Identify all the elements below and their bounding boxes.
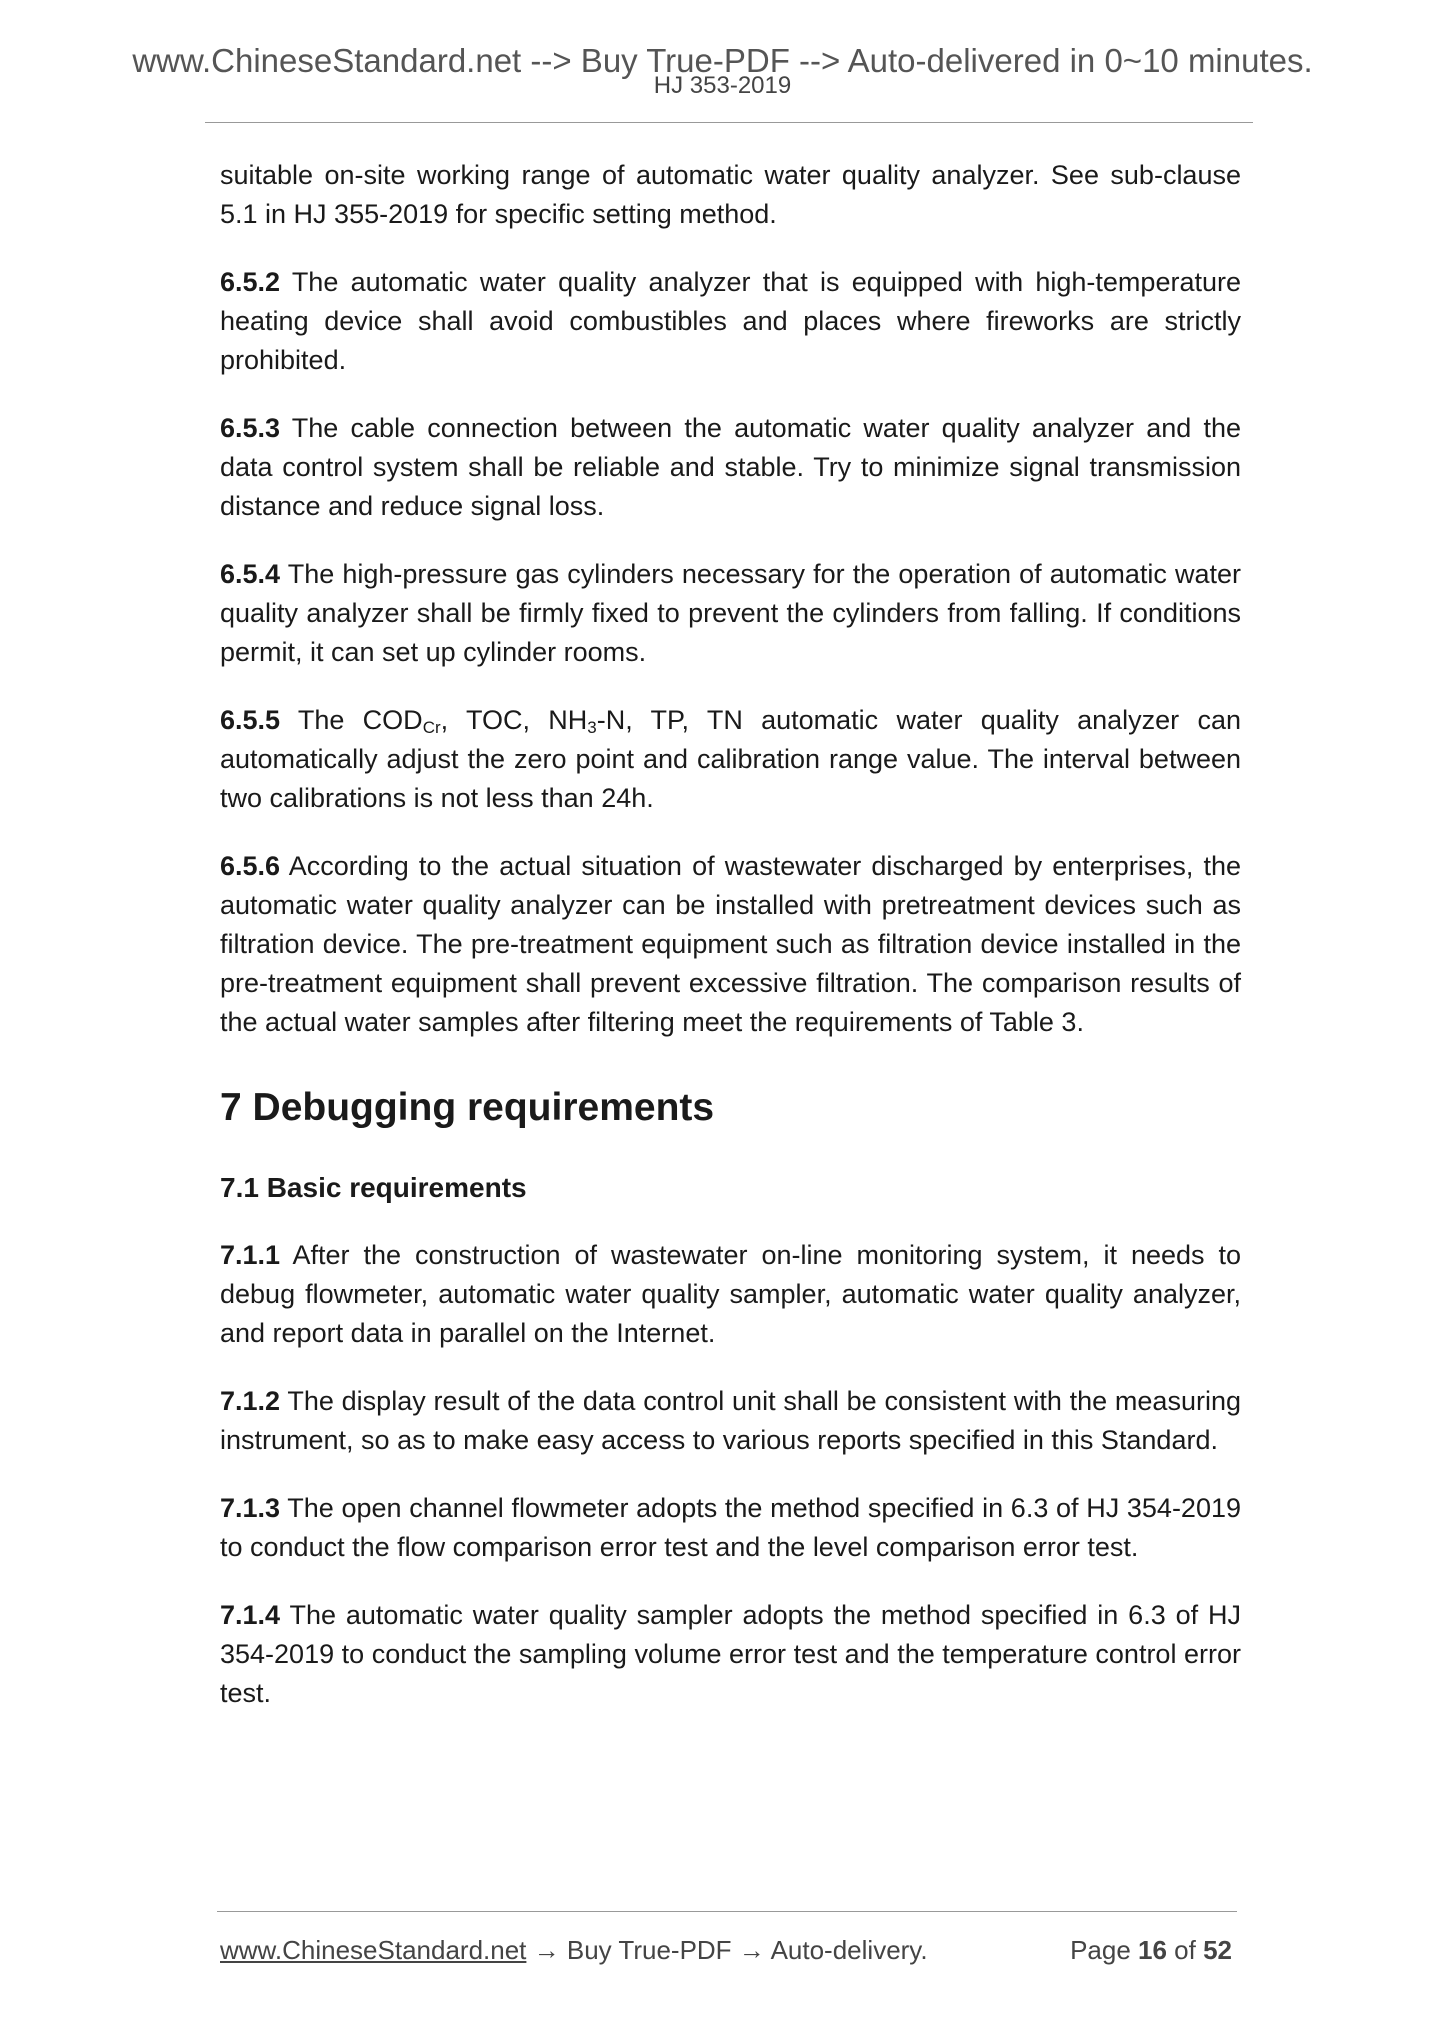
clause-number: 6.5.3 — [220, 413, 281, 443]
clause-number: 6.5.6 — [220, 851, 281, 881]
paragraph: 7.1.3 The open channel flowmeter adopts the method specified in 6.3 of HJ 354-2019 to conduct the flow comparison error test and the level comparison error test. — [220, 1493, 1241, 1562]
paragraph: suitable on-site working range of automatic water quality analyzer. See sub-clause 5.1 in HJ 355-2019 for specific setting method. — [220, 160, 1241, 229]
clause-number: 7.1.4 — [220, 1600, 281, 1630]
clause-number: 7.1.3 — [220, 1493, 281, 1523]
clause-number: 6.5.5 — [220, 705, 281, 735]
paragraph: 6.5.6 According to the actual situation of wastewater discharged by enterprises, the automatic water quality analyzer can be installed with pretreatment devices such as filtration device. The pre-treatment equipment such as filtration device installed in the pre-treatment equipment shall prevent excessive filtration. The comparison results of the actual water samples after filtering meet the requirements of Table 3. — [220, 851, 1241, 1037]
page-content — [220, 156, 1241, 1742]
paragraph: 7.1.4 The automatic water quality sampler adopts the method specified in 6.3 of HJ 354-2019 to conduct the sampling volume error test and the temperature control error test. — [220, 1600, 1241, 1708]
document-number: HJ 353-2019 — [653, 72, 792, 99]
paragraph: 6.5.4 The high-pressure gas cylinders necessary for the operation of automatic water quality analyzer shall be firmly fixed to prevent the cylinders from falling. If conditions permit, it can set up cylinder rooms. — [220, 559, 1241, 667]
header-divider — [205, 122, 1253, 123]
paragraph: 6.5.2 The automatic water quality analyzer that is equipped with high-temperature heating device shall avoid combustibles and places where fireworks are strictly prohibited. — [220, 267, 1241, 375]
clause-number: 6.5.2 — [220, 267, 281, 297]
footer-tagline: → Buy True-PDF → Auto-delivery. — [526, 1935, 928, 1965]
page-indicator: Page 16 of 52 — [1070, 1935, 1232, 1965]
footer-site-link[interactable]: www.ChineseStandard.net — [220, 1935, 527, 1965]
clause-number: 7.1.2 — [220, 1386, 281, 1416]
clause-number: 6.5.4 — [220, 559, 281, 589]
paragraph: 6.5.5 The $COD_{Cr}$, TOC, $NH_3-N$, TP, TN automatic water quality analyzer can automatically adjust the zero point and calibration range value. The interval between two calibrations is not less than 24h. — [220, 705, 1241, 813]
footer-divider — [217, 1911, 1237, 1912]
header-banner: www.ChineseStandard.net --> Buy True-PDF --> Auto-delivered in 0~10 minutes. — [132, 42, 1313, 79]
page-total: 52 — [1203, 1935, 1232, 1965]
paragraph: 7.1.1 After the construction of wastewater on-line monitoring system, it needs to debug flowmeter, automatic water quality sampler, automatic water quality analyzer, and report data in parallel on the Internet. — [220, 1240, 1241, 1348]
paragraph: 6.5.3 The cable connection between the automatic water quality analyzer and the data control system shall be reliable and stable. Try to minimize signal transmission distance and reduce signal loss. — [220, 413, 1241, 521]
page-footer — [220, 1932, 1232, 1968]
subsection-heading: 7.1 Basic requirements — [220, 1172, 527, 1203]
clause-number: 7.1.1 — [220, 1240, 281, 1270]
paragraph: 7.1.2 The display result of the data control unit shall be consistent with the measuring instrument, so as to make easy access to various reports specified in this Standard. — [220, 1386, 1241, 1455]
page-number: 16 — [1138, 1935, 1167, 1965]
section-heading: 7 Debugging requirements — [220, 1086, 715, 1129]
